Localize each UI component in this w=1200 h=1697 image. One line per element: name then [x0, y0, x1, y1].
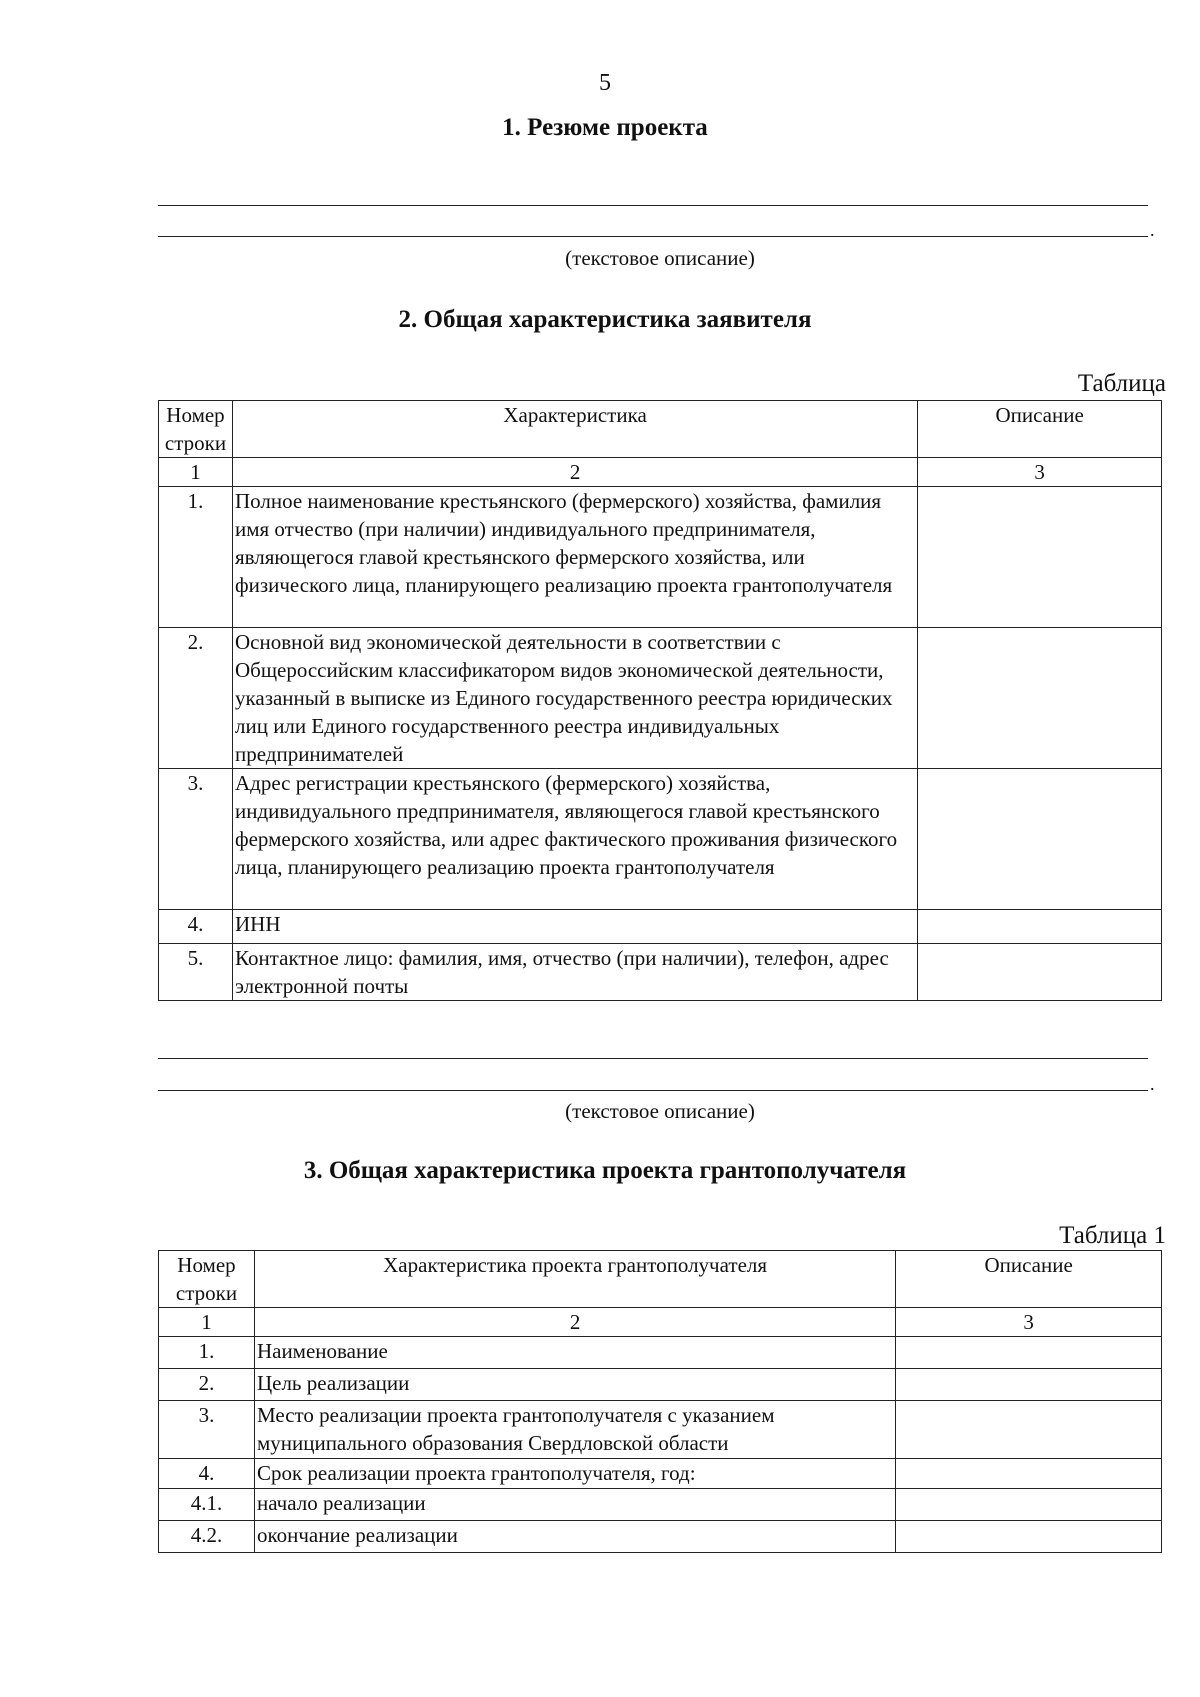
section3-table-label: Таблица 1 [1059, 1222, 1166, 1249]
table-row [159, 910, 1162, 944]
row-number: 2. [159, 1369, 255, 1401]
row-number: 4. [159, 910, 233, 944]
table-row [159, 487, 1162, 628]
row-characteristic: Адрес регистрации крестьянского (фермерского) хозяйства, индивидуального предпринимателя, являющегося главой крестьянского фермерского хозяйства, или адрес фактического проживания физического лица, планирующего реализацию проекта грантополучателя [232, 769, 917, 910]
index-cell: 2 [254, 1308, 895, 1337]
header-characteristic: Характеристика проекта грантополучателя [254, 1251, 895, 1308]
row-characteristic: ИНН [232, 910, 917, 944]
section2-title: 2. Общая характеристика заявителя [398, 306, 812, 333]
row-number: 4.1. [159, 1489, 255, 1521]
table-index-row [159, 1308, 1162, 1337]
row-characteristic: Контактное лицо: фамилия, имя, отчество (при наличии), телефон, адрес электронной почты [232, 944, 917, 1001]
row-description[interactable] [896, 1489, 1162, 1521]
table-row [159, 1521, 1162, 1553]
header-description: Описание [918, 401, 1162, 458]
index-cell: 3 [896, 1308, 1162, 1337]
table-row [159, 1459, 1162, 1489]
header-characteristic: Характеристика [232, 401, 917, 458]
project-table [158, 1250, 1162, 1553]
row-characteristic: Цель реализации [254, 1369, 895, 1401]
section2-caption: (текстовое описание) [565, 1099, 755, 1123]
row-number: 5. [159, 944, 233, 1001]
row-description[interactable] [896, 1521, 1162, 1553]
section1-caption: (текстовое описание) [565, 246, 755, 270]
table-row [159, 1489, 1162, 1521]
table-row [159, 944, 1162, 1001]
fill-line-2 [158, 236, 1148, 237]
row-characteristic: окончание реализации [254, 1521, 895, 1553]
line-end-period: . [1150, 220, 1155, 240]
row-description[interactable] [896, 1369, 1162, 1401]
fill-line-1 [158, 205, 1148, 206]
row-characteristic: Срок реализации проекта грантополучателя, год: [254, 1459, 895, 1489]
header-description: Описание [896, 1251, 1162, 1308]
section1-title: 1. Резюме проекта [502, 114, 708, 141]
index-cell: 3 [918, 458, 1162, 487]
line-end-period: . [1150, 1074, 1155, 1094]
table-row [159, 1337, 1162, 1369]
row-description[interactable] [918, 487, 1162, 628]
row-description[interactable] [918, 628, 1162, 769]
table-row [159, 769, 1162, 910]
row-description[interactable] [918, 910, 1162, 944]
section2-table-label: Таблица [1077, 370, 1166, 397]
row-number: 4.2. [159, 1521, 255, 1553]
index-cell: 1 [159, 458, 233, 487]
table-row [159, 628, 1162, 769]
row-description[interactable] [896, 1459, 1162, 1489]
row-description[interactable] [896, 1337, 1162, 1369]
row-number: 1. [159, 1337, 255, 1369]
row-number: 4. [159, 1459, 255, 1489]
table-index-row [159, 458, 1162, 487]
table-header-row [159, 1251, 1162, 1308]
row-number: 2. [159, 628, 233, 769]
section3-title: 3. Общая характеристика проекта грантополучателя [303, 1157, 907, 1184]
row-number: 1. [159, 487, 233, 628]
index-cell: 2 [232, 458, 917, 487]
table-header-row [159, 401, 1162, 458]
fill-line-3 [158, 1058, 1148, 1059]
row-characteristic: начало реализации [254, 1489, 895, 1521]
header-number: Номер строки [159, 1251, 255, 1308]
row-number: 3. [159, 1401, 255, 1459]
row-description[interactable] [896, 1401, 1162, 1459]
header-number: Номер строки [159, 401, 233, 458]
row-number: 3. [159, 769, 233, 910]
row-description[interactable] [918, 769, 1162, 910]
table-row [159, 1401, 1162, 1459]
page-number: 5 [599, 70, 611, 96]
fill-line-4 [158, 1090, 1148, 1091]
row-characteristic: Место реализации проекта грантополучателя с указанием муниципального образования Свердловской области [254, 1401, 895, 1459]
row-characteristic: Основной вид экономической деятельности в соответствии с Общероссийским классификатором видов экономической деятельности, указанный в выписке из Единого государственного реестра юридических лиц или Единого государственного реестра индивидуальных предпринимателей [232, 628, 917, 769]
row-characteristic: Полное наименование крестьянского (фермерского) хозяйства, фамилия имя отчество (при наличии) индивидуального предпринимателя, являющегося главой крестьянского фермерского хозяйства, или физического лица, планирующего реализацию проекта грантополучателя [232, 487, 917, 628]
index-cell: 1 [159, 1308, 255, 1337]
applicant-table [158, 400, 1162, 1001]
row-description[interactable] [918, 944, 1162, 1001]
row-characteristic: Наименование [254, 1337, 895, 1369]
table-row [159, 1369, 1162, 1401]
